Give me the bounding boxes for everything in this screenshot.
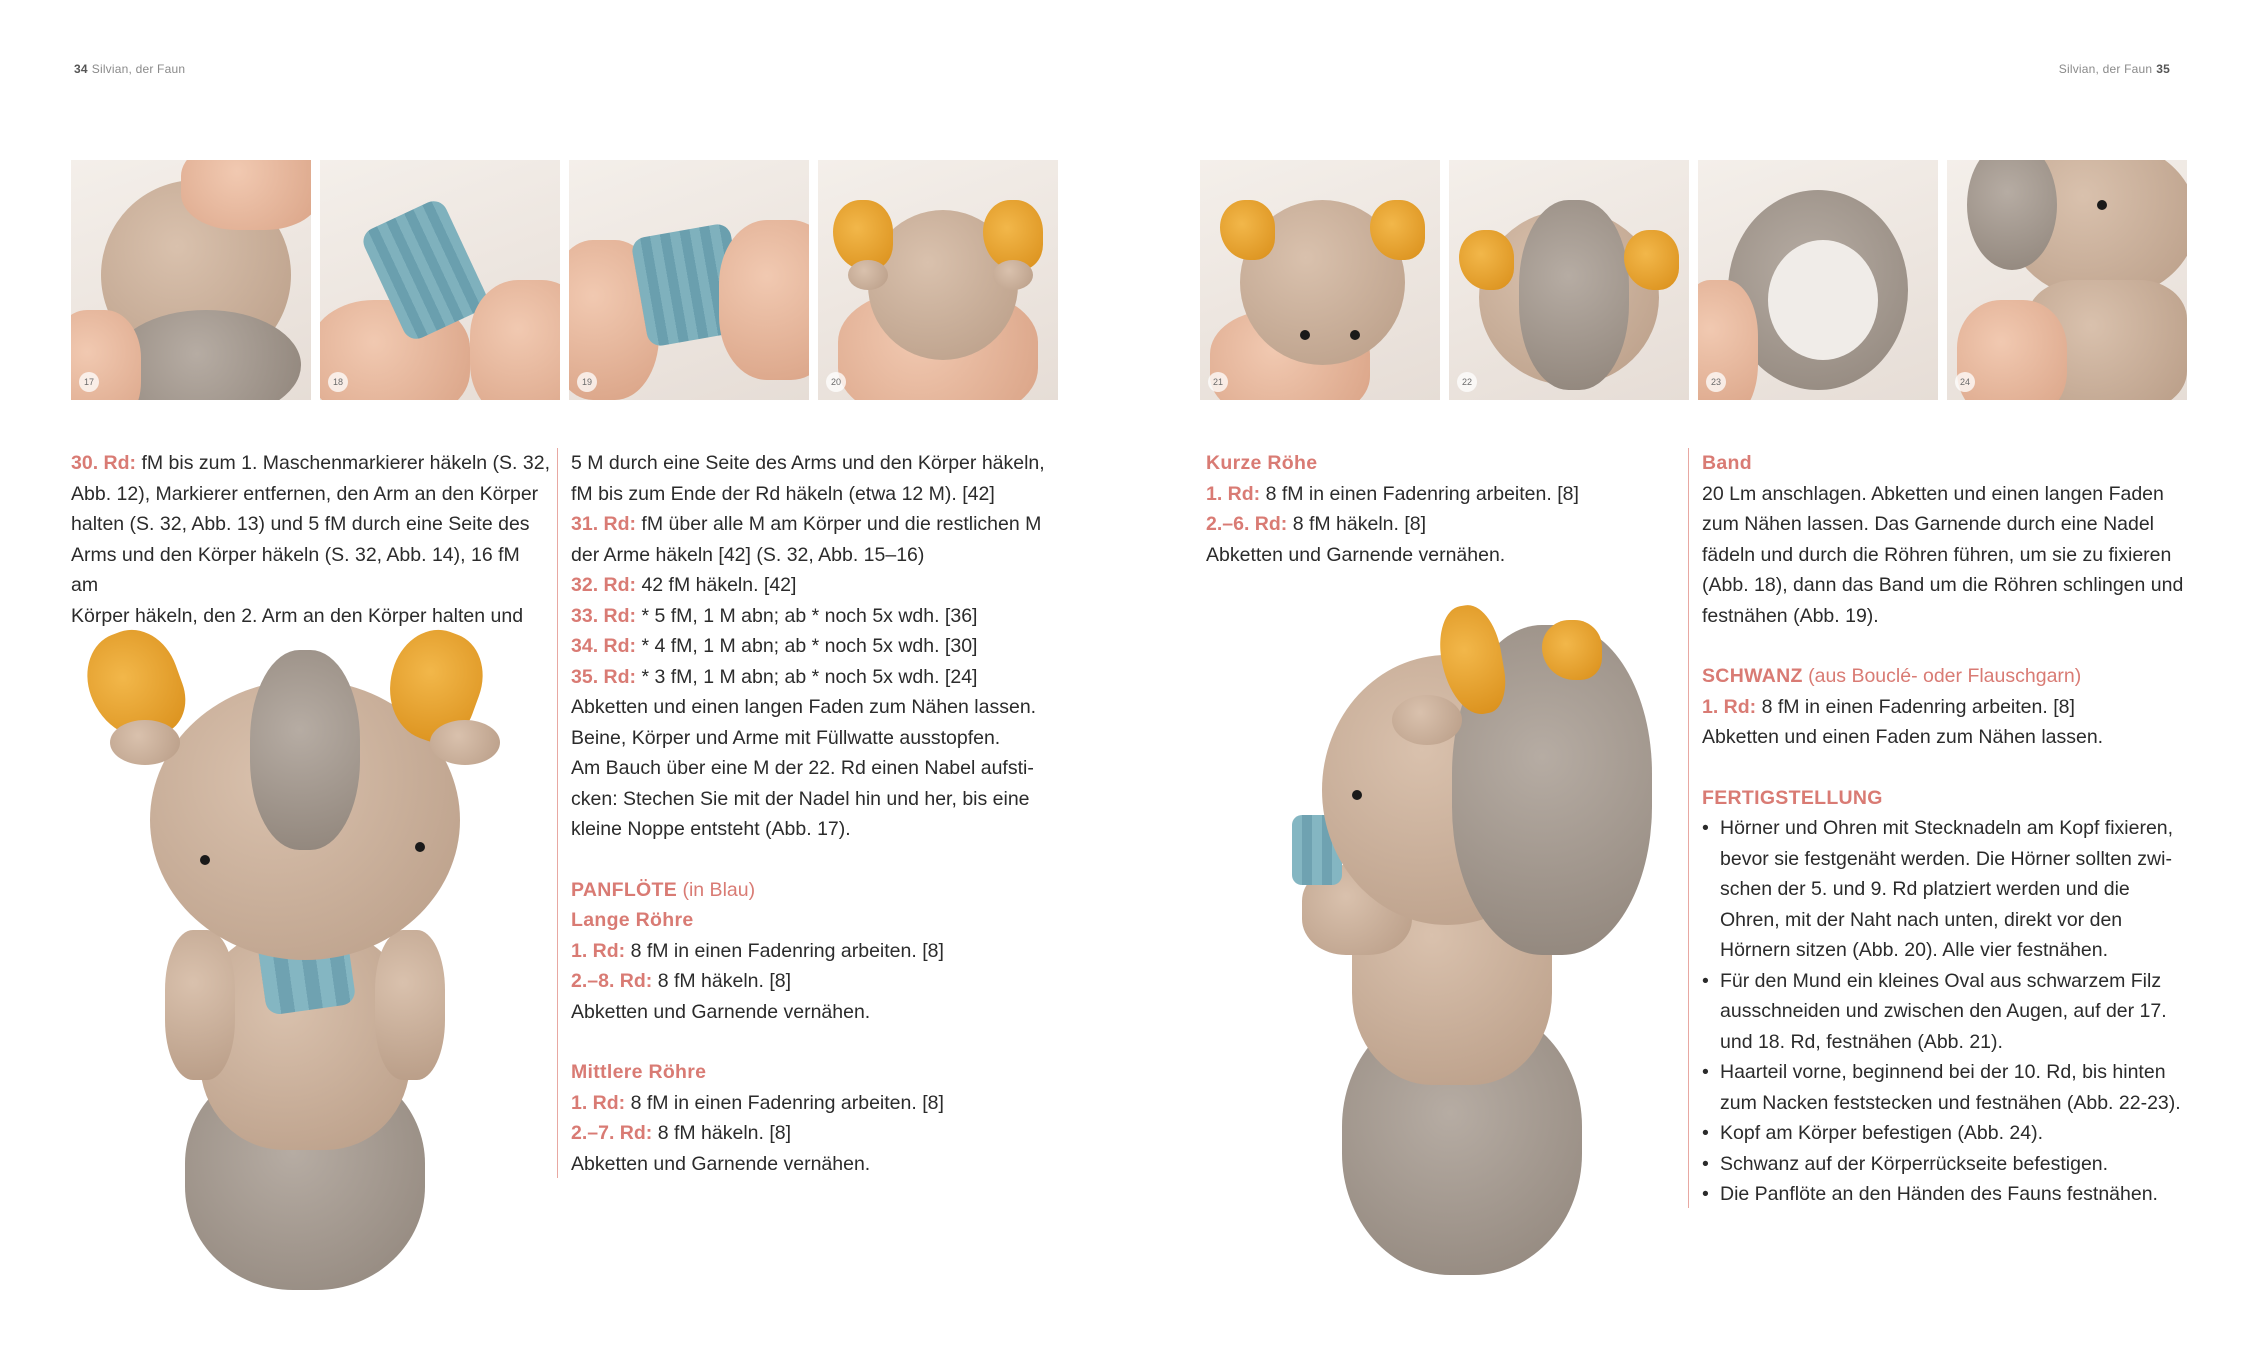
round-text: fM über alle M am Körper und die restlichen M der Arme häkeln [42] (S. 32, Abb. 15–16) bbox=[571, 513, 1042, 566]
right-running-head: Silvian, der Faun bbox=[2058, 62, 2153, 76]
intro-text: 5 M durch eine Seite des Arms und den Körper häkeln, fM bis zum Ende der Rd häkeln (etwa 12 M). [42] bbox=[571, 452, 1045, 505]
closing-text: Abketten und Garnende vernähen. bbox=[1206, 543, 1506, 566]
closing-text: Abketten und einen langen Faden zum Nähen lassen. Beine, Körper und Arme mit Füllwatte ausstopfen. Am Bauch über eine M der 22. Rd einen Nabel aufsti- cken: Stechen Sie mit der Nadel hin und her, bis eine kleine Noppe entsteht (Abb. 17). bbox=[571, 696, 1037, 840]
step-photo-22 bbox=[1449, 160, 1689, 400]
step-photo-18 bbox=[320, 160, 560, 400]
round-label: 1. Rd: bbox=[1206, 482, 1261, 505]
closing-text: Abketten und Garnende vernähen. bbox=[571, 1152, 871, 1175]
right-column-1 bbox=[1206, 448, 1686, 570]
section-title-fertigstellung: FERTIGSTELLUNG bbox=[1702, 786, 1883, 809]
list-item: • Für den Mund ein kleines Oval aus schwarzem Filz ausschneiden und zwischen den Augen, auf der 17. und 18. Rd, festnähen (Abb. 21). bbox=[1702, 966, 2222, 1058]
photo-number: 24 bbox=[1955, 372, 1975, 392]
column-divider bbox=[557, 448, 558, 1178]
step-photo-19 bbox=[569, 160, 809, 400]
fertigstellung-list bbox=[1702, 813, 2222, 1210]
right-folio bbox=[2059, 62, 2174, 76]
step-photo-23 bbox=[1698, 160, 1938, 400]
section-note: (aus Bouclé- oder Flauschgarn) bbox=[1808, 665, 2082, 687]
photo-number: 23 bbox=[1706, 372, 1726, 392]
round-label: 35. Rd: bbox=[571, 665, 637, 688]
subsection-title-lange: Lange Röhre bbox=[571, 909, 694, 931]
list-item: • Schwanz auf der Körperrückseite befestigen. bbox=[1702, 1149, 2222, 1180]
photo-number: 19 bbox=[577, 372, 597, 392]
round-text: * 3 fM, 1 M abn; ab * noch 5x wdh. [24] bbox=[641, 665, 978, 688]
photo-number: 17 bbox=[79, 372, 99, 392]
round-label: 1. Rd: bbox=[571, 939, 626, 962]
round-label: 1. Rd: bbox=[1702, 695, 1757, 718]
list-item: • Die Panflöte an den Händen des Fauns festnähen. bbox=[1702, 1179, 2222, 1210]
left-photo-strip bbox=[71, 160, 1058, 400]
round-text: 8 fM häkeln. [8] bbox=[657, 970, 792, 992]
photo-number: 21 bbox=[1208, 372, 1228, 392]
step-photo-20 bbox=[818, 160, 1058, 400]
round-text: fM bis zum 1. Maschenmarkierer häkeln (S. 32, Abb. 12), Markierer entfernen, den Arm an den Körper halten (S. 32, Abb. 13) und 5 fM durch eine Seite des Arms und den Körper häkeln (S. 32, Abb. 14), 16 fM am Körper häkeln, den 2. Arm an den Körper halten und bbox=[71, 452, 551, 627]
right-page-number: 35 bbox=[2156, 62, 2170, 76]
left-column-1 bbox=[71, 448, 551, 631]
left-page-number: 34 bbox=[74, 62, 88, 76]
faun-side-image bbox=[1282, 605, 1682, 1295]
round-text: 8 fM in einen Fadenring arbeiten. [8] bbox=[1761, 695, 2075, 718]
round-label: 31. Rd: bbox=[571, 513, 637, 535]
band-text: 20 Lm anschlagen. Abketten und einen langen Faden zum Nähen lassen. Das Garnende durch eine Nadel fädeln und durch die Röhren führen, um sie zu fixieren (Abb. 18), dann das Band um die Röhren schlingen und festnähen (Abb. 19). bbox=[1702, 482, 2184, 627]
round-text: * 5 fM, 1 M abn; ab * noch 5x wdh. [36] bbox=[641, 604, 978, 627]
round-text: 42 fM häkeln. [42] bbox=[641, 574, 797, 596]
left-folio bbox=[70, 62, 185, 76]
round-label: 34. Rd: bbox=[571, 635, 637, 657]
round-text: 8 fM häkeln. [8] bbox=[1292, 513, 1427, 535]
section-title-panfloete: PANFLÖTE bbox=[571, 878, 678, 901]
list-item: • Kopf am Körper befestigen (Abb. 24). bbox=[1702, 1118, 2222, 1149]
round-label: 1. Rd: bbox=[571, 1091, 626, 1114]
left-column-2 bbox=[571, 448, 1071, 1179]
right-page bbox=[1122, 0, 2244, 1358]
photo-number: 20 bbox=[826, 372, 846, 392]
left-running-head: Silvian, der Faun bbox=[91, 62, 186, 76]
subsection-title-kurze: Kurze Röhe bbox=[1206, 452, 1318, 474]
section-title-band: Band bbox=[1702, 452, 1752, 474]
step-photo-17 bbox=[71, 160, 311, 400]
subsection-title-mittlere: Mittlere Röhre bbox=[571, 1061, 707, 1083]
section-title-schwanz: SCHWANZ bbox=[1702, 665, 1803, 687]
round-text: 8 fM in einen Fadenring arbeiten. [8] bbox=[1265, 482, 1579, 505]
closing-text: Abketten und Garnende vernähen. bbox=[571, 1000, 871, 1023]
round-label: 2.–6. Rd: bbox=[1206, 513, 1288, 535]
photo-number: 22 bbox=[1457, 372, 1477, 392]
round-label: 30. Rd: bbox=[71, 452, 137, 474]
round-label: 2.–8. Rd: bbox=[571, 970, 653, 992]
round-label: 2.–7. Rd: bbox=[571, 1122, 653, 1144]
column-divider bbox=[1688, 448, 1689, 1208]
photo-number: 18 bbox=[328, 372, 348, 392]
step-photo-21 bbox=[1200, 160, 1440, 400]
round-text: 8 fM in einen Fadenring arbeiten. [8] bbox=[630, 939, 944, 962]
list-item: • Hörner und Ohren mit Stecknadeln am Kopf fixieren, bevor sie festgenäht werden. Die Hörner sollten zwi- schen der 5. und 9. Rd platziert werden und die Ohren, mit der Naht nach unten, direkt vor den Hörnern sitzen (Abb. 20). Alle vier festnähen. bbox=[1702, 813, 2222, 966]
faun-front-image bbox=[90, 630, 510, 1310]
closing-text: Abketten und einen Faden zum Nähen lassen. bbox=[1702, 726, 2104, 748]
list-item: • Haarteil vorne, beginnend bei der 10. Rd, bis hinten zum Nacken feststecken und festnähen (Abb. 22-23). bbox=[1702, 1057, 2222, 1118]
round-label: 32. Rd: bbox=[571, 574, 637, 596]
step-photo-24 bbox=[1947, 160, 2187, 400]
round-text: 8 fM in einen Fadenring arbeiten. [8] bbox=[630, 1091, 944, 1114]
round-text: 8 fM häkeln. [8] bbox=[657, 1122, 792, 1144]
right-column-2 bbox=[1702, 448, 2222, 1210]
right-photo-strip bbox=[1200, 160, 2187, 400]
section-note: (in Blau) bbox=[682, 878, 756, 901]
round-text: * 4 fM, 1 M abn; ab * noch 5x wdh. [30] bbox=[641, 635, 978, 657]
round-label: 33. Rd: bbox=[571, 604, 637, 627]
